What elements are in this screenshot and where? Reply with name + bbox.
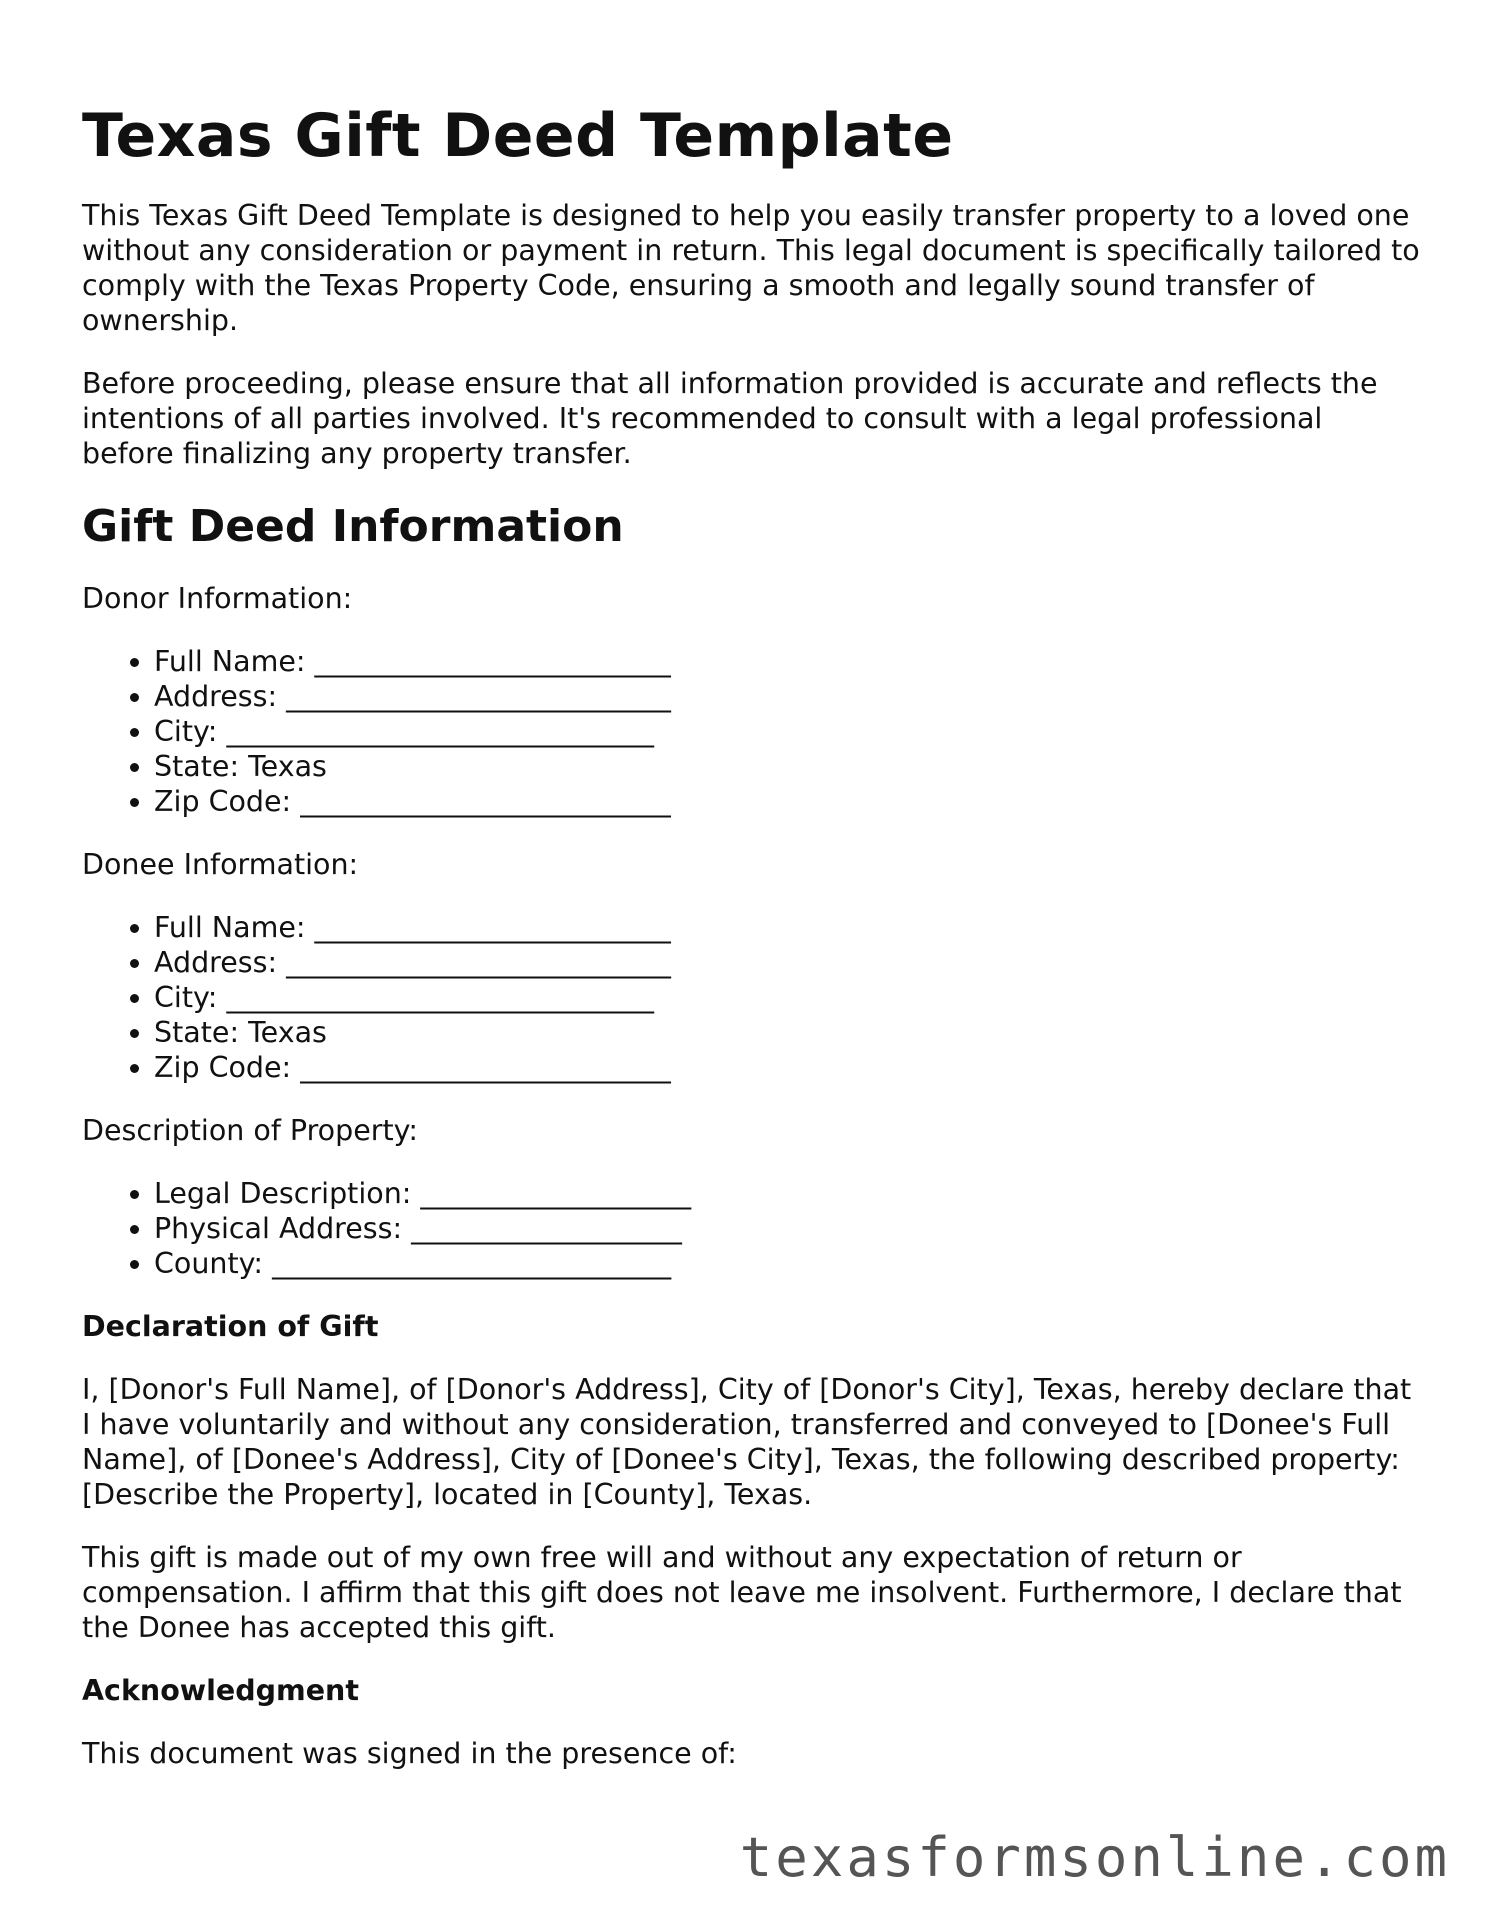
watermark: texasformsonline.com <box>739 1826 1450 1889</box>
donee-address-field: • Address: ___________________________ <box>154 945 1422 980</box>
declaration-paragraph: I, [Donor's Full Name], of [Donor's Address], City of [Donor's City], Texas, hereby declare that I have voluntarily and without any consideration, transferred and conveyed to [Donee's Full Name], of [Donee's Address], City of [Donee's City], Texas, the following described property: [Describe the Property], located in [County], Texas. <box>82 1373 1412 1511</box>
donor-city-field: • City: ______________________________ <box>154 714 1422 749</box>
page-title: Texas Gift Deed Template <box>82 101 954 171</box>
physical-address-field: • Physical Address: ___________________ <box>154 1211 1422 1246</box>
declaration-heading: Declaration of Gift <box>82 1310 379 1343</box>
acknowledgment-heading: Acknowledgment <box>82 1674 359 1707</box>
intro-paragraph: Before proceeding, please ensure that all information provided is accurate and reflects the intentions of all parties involved. It's recommended to consult with a legal professional before finalizing any property transfer. <box>82 367 1378 470</box>
donor-address-field: • Address: ___________________________ <box>154 679 1422 714</box>
declaration-paragraph: This gift is made out of my own free will and without any expectation of return or compensation. I affirm that this gift does not leave me insolvent. Furthermore, I declare that the Donee has accepted this gift. <box>82 1541 1402 1644</box>
section-heading: Gift Deed Information <box>82 501 624 552</box>
donee-zip-field: • Zip Code: __________________________ <box>154 1050 1422 1085</box>
donor-zip-field: • Zip Code: __________________________ <box>154 784 1422 819</box>
donor-label: Donor Information: <box>82 582 353 615</box>
donee-full-name-field: • Full Name: _________________________ <box>154 910 1422 945</box>
donee-label: Donee Information: <box>82 848 359 881</box>
donor-fields-list <box>82 644 1422 819</box>
intro-paragraph: This Texas Gift Deed Template is designed to help you easily transfer property to a loved one without any consideration or payment in return. This legal document is specifically tailored to comply with the Texas Property Code, ensuring a smooth and legally sound transfer of ownership. <box>82 199 1420 337</box>
donee-state-field: • State: Texas <box>154 1015 1422 1050</box>
property-fields-list <box>82 1176 1422 1281</box>
donee-city-field: • City: ______________________________ <box>154 980 1422 1015</box>
county-field: • County: ____________________________ <box>154 1246 1422 1281</box>
donor-full-name-field: • Full Name: _________________________ <box>154 644 1422 679</box>
acknowledgment-text: This document was signed in the presence of: <box>82 1737 737 1770</box>
document-page <box>82 96 1422 1799</box>
property-label: Description of Property: <box>82 1114 419 1147</box>
donee-fields-list <box>82 910 1422 1085</box>
legal-description-field: • Legal Description: ___________________ <box>154 1176 1422 1211</box>
donor-state-field: • State: Texas <box>154 749 1422 784</box>
